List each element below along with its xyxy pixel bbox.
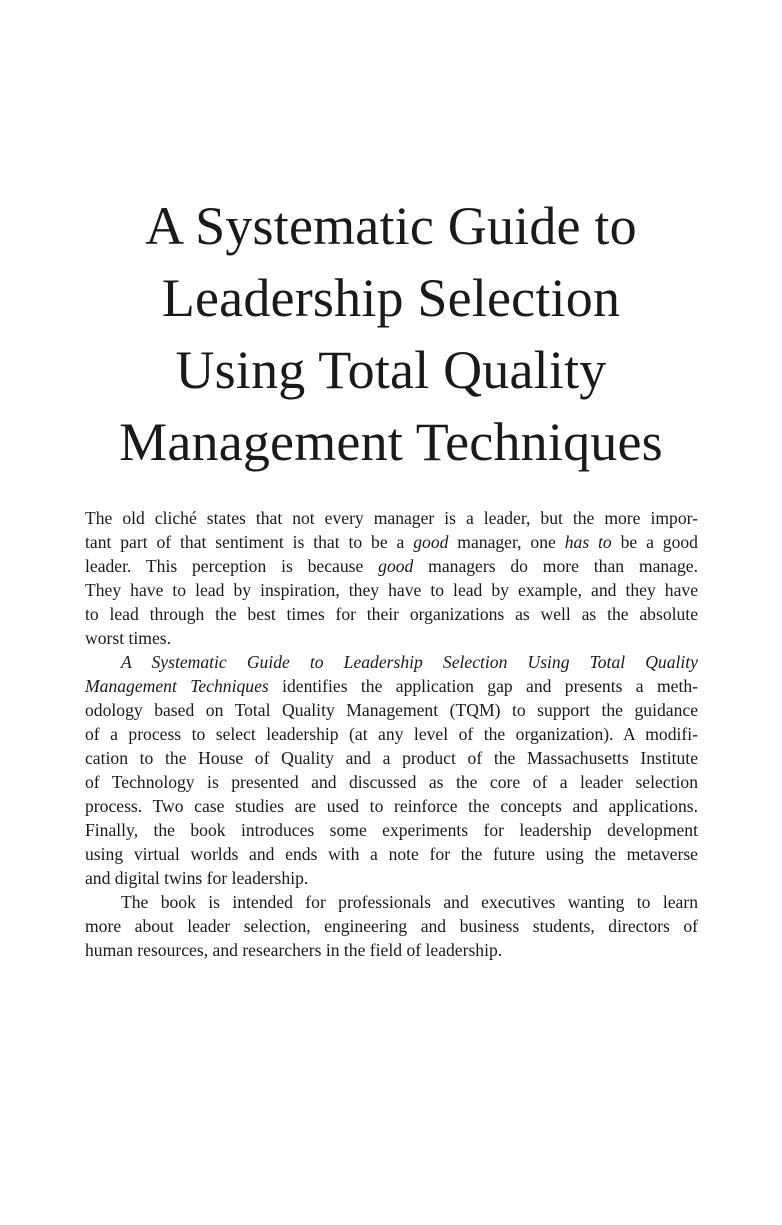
text-line: process. Two case studies are used to reinforce the concepts and applications. — [85, 796, 698, 816]
title-line-2: Leadership Selection — [161, 268, 621, 328]
text-line: The book is intended for professionals and executives wanting to learn — [121, 892, 698, 912]
text-line: odology based on Total Quality Management (TQM) to support the guidance — [85, 700, 698, 720]
text-line: Management Techniques identifies the application gap and presents a meth- — [85, 676, 698, 696]
text-line: to lead through the best times for their organizations as well as the absolute — [85, 604, 698, 624]
text-line: Finally, the book introduces some experiments for leadership development — [85, 820, 698, 840]
title-line-3: Using Total Quality — [175, 340, 607, 400]
emphasis: has to — [564, 532, 612, 552]
text-line — [85, 650, 698, 674]
emphasis: good — [413, 532, 449, 552]
book-description — [85, 506, 698, 962]
text-line: using virtual worlds and ends with a note for the future using the metaverse — [85, 844, 698, 864]
book-title — [60, 190, 722, 478]
title-line-4: Management Techniques — [119, 412, 663, 472]
emphasis: good — [378, 556, 414, 576]
title-line-1: A Systematic Guide to — [145, 196, 637, 256]
book-title-reference: A Systematic Guide to Leadership Selection Using Total Quality — [121, 652, 698, 672]
text-line: The old cliché states that not every manager is a leader, but the more impor- — [85, 508, 698, 528]
description-paragraph-2 — [85, 650, 698, 890]
text-line: cation to the House of Quality and a product of the Massachusetts Institute — [85, 748, 698, 768]
text-line: of Technology is presented and discussed as the core of a leader selection — [85, 772, 698, 792]
text-line: more about leader selection, engineering and business students, directors of — [85, 916, 698, 936]
text-line: leader. This perception is because good managers do more than manage. — [85, 556, 698, 576]
text-line: of a process to select leadership (at any level of the organization). A modifi- — [85, 724, 698, 744]
description-paragraph-3 — [85, 890, 698, 962]
text-line: worst times. — [85, 628, 172, 648]
text-line: human resources, and researchers in the field of leadership. — [85, 940, 503, 960]
text-line: They have to lead by inspiration, they have to lead by example, and they have — [85, 580, 698, 600]
text-line: tant part of that sentiment is that to be a good manager, one has to be a good — [85, 532, 698, 552]
text-line: and digital twins for leadership. — [85, 868, 309, 888]
description-paragraph-1 — [85, 506, 698, 650]
book-title-reference: Management Techniques — [85, 676, 269, 696]
